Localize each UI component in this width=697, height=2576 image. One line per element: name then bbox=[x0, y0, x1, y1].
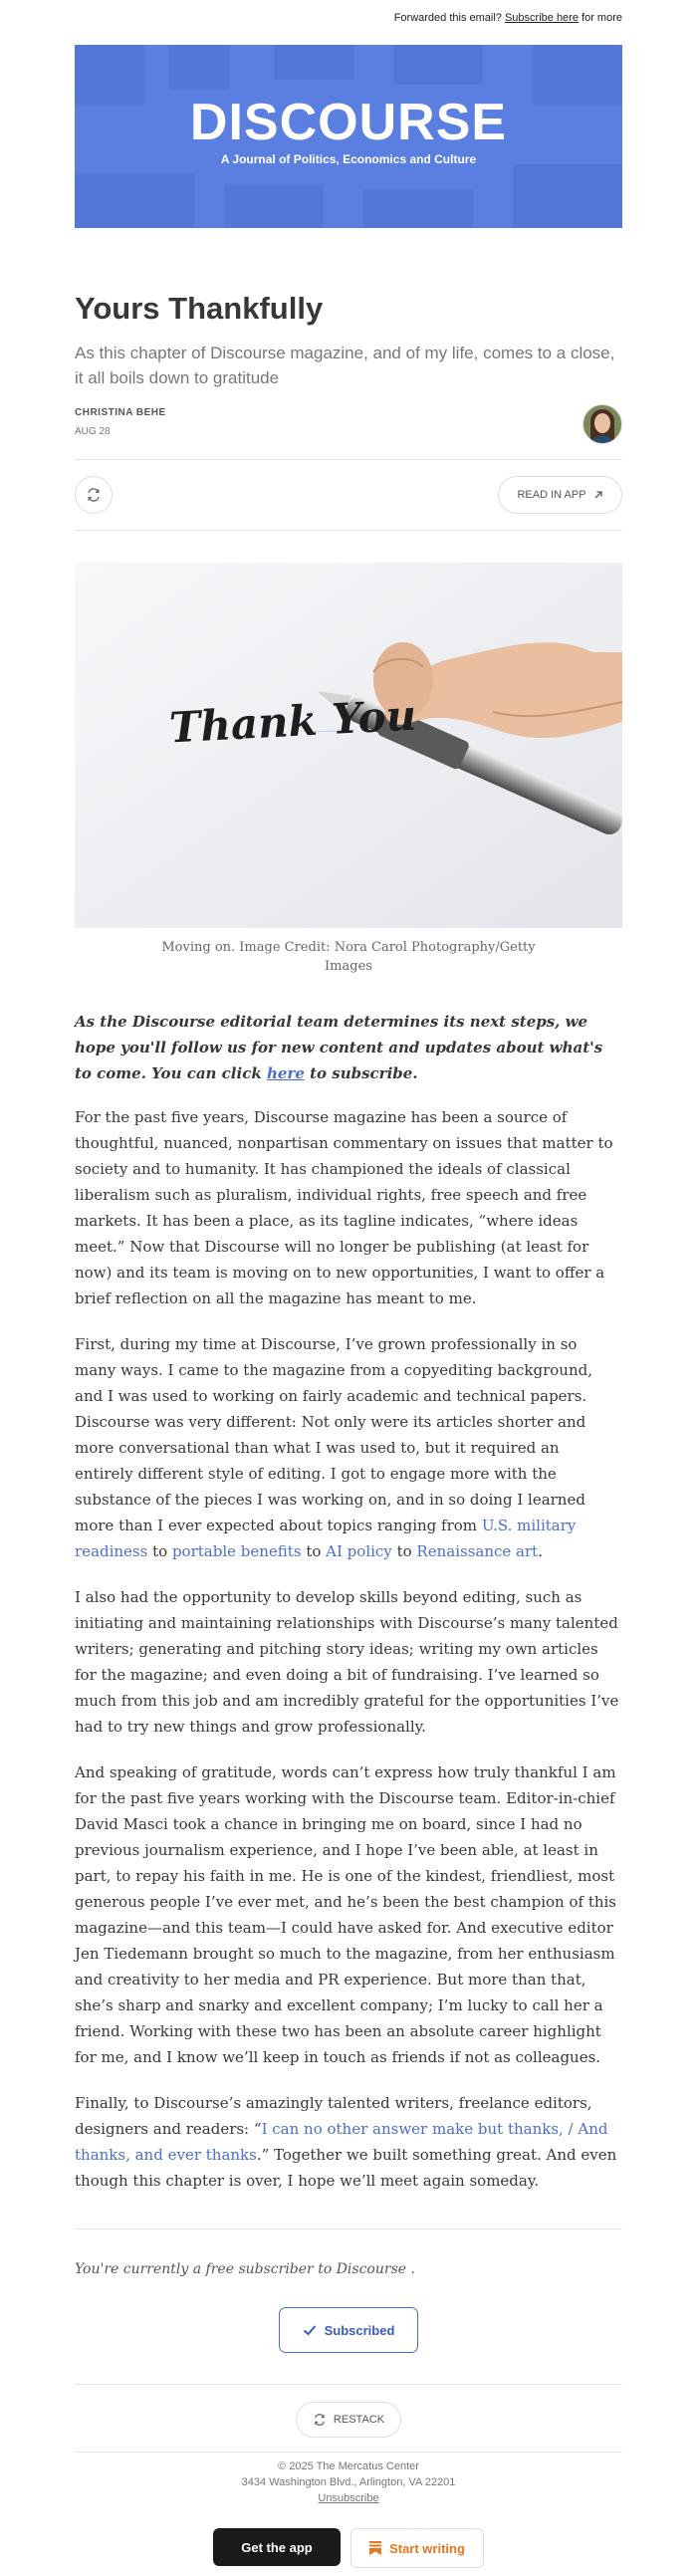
checkmark-icon bbox=[303, 2324, 317, 2336]
paragraph-5-text: Finally, to Discourse’s amazingly talented writers, freelance editors, designers and readers: “ bbox=[75, 2094, 592, 2138]
shakespeare-quote-link[interactable]: I can no other answer make but thanks, / And thanks, and ever thanks bbox=[75, 2120, 608, 2164]
paragraph-4: And speaking of gratitude, words can’t express how truly thankful I am for the past five years working with the Discourse team. Editor-in-chief David Masci took a chance in bringing me on board, since I had no previous journalism experience, and I hope I’ve been able, at least in part, to repay his faith in me. He is one of the kindest, friendliest, most generous people I’ve ever met, and he’s been the best champion of this magazine—and this team—I could have asked for. And executive editor Jen Tiedemann brought so much to the magazine, from her enthusiasm and creativity to her media and PR experience. But more than that, she’s sharp and snarky and excellent company; I’m lucky to call her a friend. Working with these two has been an absolute career highlight for me, and I know we’ll keep in touch as friends if not as colleagues. bbox=[75, 1763, 616, 2066]
intro-paragraph bbox=[75, 1009, 622, 1086]
divider bbox=[75, 459, 622, 460]
paragraph-3: I also had the opportunity to develop skills beyond editing, such as initiating and maintaining relationships with Discourse’s many talented writers; generating and pitching story ideas; writing my own articles for the magazine; and even doing a bit of fundraising. I’ve learned so much from this job and am incredibly grateful for the opportunities I’ve had to try new things and grow professionally. bbox=[75, 1588, 619, 1736]
hero-handwriting: Thank You bbox=[167, 690, 418, 753]
forward-notice bbox=[394, 12, 622, 24]
masthead-banner[interactable] bbox=[75, 45, 622, 228]
masthead-title: DISCOURSE bbox=[189, 94, 508, 151]
author-name[interactable]: CHRISTINA BEHE bbox=[75, 407, 166, 418]
paragraph-2-end: . bbox=[538, 1542, 543, 1560]
connector-text: to bbox=[306, 1542, 322, 1560]
restack-icon bbox=[86, 487, 102, 503]
paragraph-1: For the past five years, Discourse magazine has been a source of thoughtful, nuanced, nonpartisan commentary on issues that matter to society and to humanity. It has championed the ideals of classical liberalism such as pluralism, individual rights, free speech and free markets. It has been a place, as its tagline indicates, “where ideas meet.” Now that Discourse will no longer be publishing (at least for now) and its team is moving on to new opportunities, I want to offer a brief reflection on all the magazine has meant to me. bbox=[75, 1108, 613, 1307]
restack-icon bbox=[313, 2413, 327, 2427]
forward-suffix: for more bbox=[581, 12, 622, 24]
footer-info bbox=[149, 2459, 548, 2506]
masthead-text bbox=[75, 95, 622, 166]
forward-prefix: Forwarded this email? bbox=[393, 12, 502, 24]
divider bbox=[75, 2452, 622, 2453]
military-readiness-link[interactable]: U.S. military readiness bbox=[75, 1517, 577, 1560]
portable-benefits-link[interactable]: portable benefits bbox=[171, 1542, 302, 1560]
subscribed-label: Subscribed bbox=[324, 2322, 395, 2338]
connector-text: to bbox=[396, 1542, 412, 1560]
start-writing-button[interactable] bbox=[350, 2528, 484, 2568]
paragraph-5 bbox=[75, 2090, 622, 2194]
divider bbox=[75, 2228, 622, 2229]
paragraph-2-text: First, during my time at Discourse, I’ve grown professionally in so many ways. I came to the magazine from a copyediting background, and I was used to working on fairly academic and technical papers. Discourse was very different: Not only were its articles shorter and more conversational than what I was used to, but it required an entirely different style of editing. I got to engage more with the substance of the pieces I was working on, and in so doing I learned more than I ever expected about topics ranging from bbox=[75, 1335, 592, 1534]
image-caption: Moving on. Image Credit: Nora Carol Photography/Getty Images bbox=[161, 940, 536, 974]
paragraph-2 bbox=[75, 1331, 622, 1564]
connector-text: to bbox=[152, 1542, 168, 1560]
hero-image[interactable] bbox=[75, 563, 622, 928]
unsubscribe-link[interactable]: Unsubscribe bbox=[318, 2492, 379, 2504]
substack-logo-icon bbox=[369, 2541, 381, 2555]
start-writing-label: Start writing bbox=[389, 2540, 465, 2556]
post-title[interactable]: Yours Thankfully bbox=[75, 291, 324, 326]
read-in-app-label: READ IN APP bbox=[517, 489, 586, 501]
read-in-app-button[interactable] bbox=[498, 476, 622, 514]
ai-policy-link[interactable]: AI policy bbox=[326, 1542, 392, 1560]
intro-here-link[interactable]: here bbox=[266, 1064, 305, 1082]
restack-button[interactable] bbox=[296, 2402, 401, 2438]
divider bbox=[75, 530, 622, 531]
post-date: AUG 28 bbox=[75, 426, 111, 437]
post-subtitle: As this chapter of Discourse magazine, and of my life, comes to a close, it all boils down to gratitude bbox=[75, 344, 615, 387]
subscribe-here-link[interactable]: Subscribe here bbox=[504, 12, 579, 24]
subscribed-button[interactable] bbox=[279, 2307, 418, 2353]
divider bbox=[75, 2384, 622, 2385]
intro-text: As the Discourse editorial team determines its next steps, we hope you'll follow us for new content and updates about what's to come. You can click bbox=[75, 1013, 603, 1082]
restack-label: RESTACK bbox=[333, 2414, 385, 2426]
copyright-text: © 2025 The Mercatus Center bbox=[278, 2460, 419, 2472]
masthead-tagline: A Journal of Politics, Economics and Culture bbox=[220, 152, 477, 166]
paragraph-5-end: .” Together we built something great. And even though this chapter is over, I hope we’ll meet again someday. bbox=[75, 2146, 617, 2190]
arrow-up-right-icon bbox=[593, 490, 603, 500]
intro-text-end: to subscribe. bbox=[310, 1064, 418, 1082]
get-the-app-button[interactable]: Get the app bbox=[213, 2528, 341, 2566]
renaissance-art-link[interactable]: Renaissance art bbox=[416, 1542, 539, 1560]
avatar[interactable] bbox=[582, 404, 622, 444]
free-subscriber-note: You're currently a free subscriber to Discourse . bbox=[75, 2261, 415, 2277]
restack-icon-button[interactable] bbox=[75, 476, 113, 514]
address-text: 3434 Washington Blvd., Arlington, VA 22201 bbox=[241, 2476, 456, 2488]
